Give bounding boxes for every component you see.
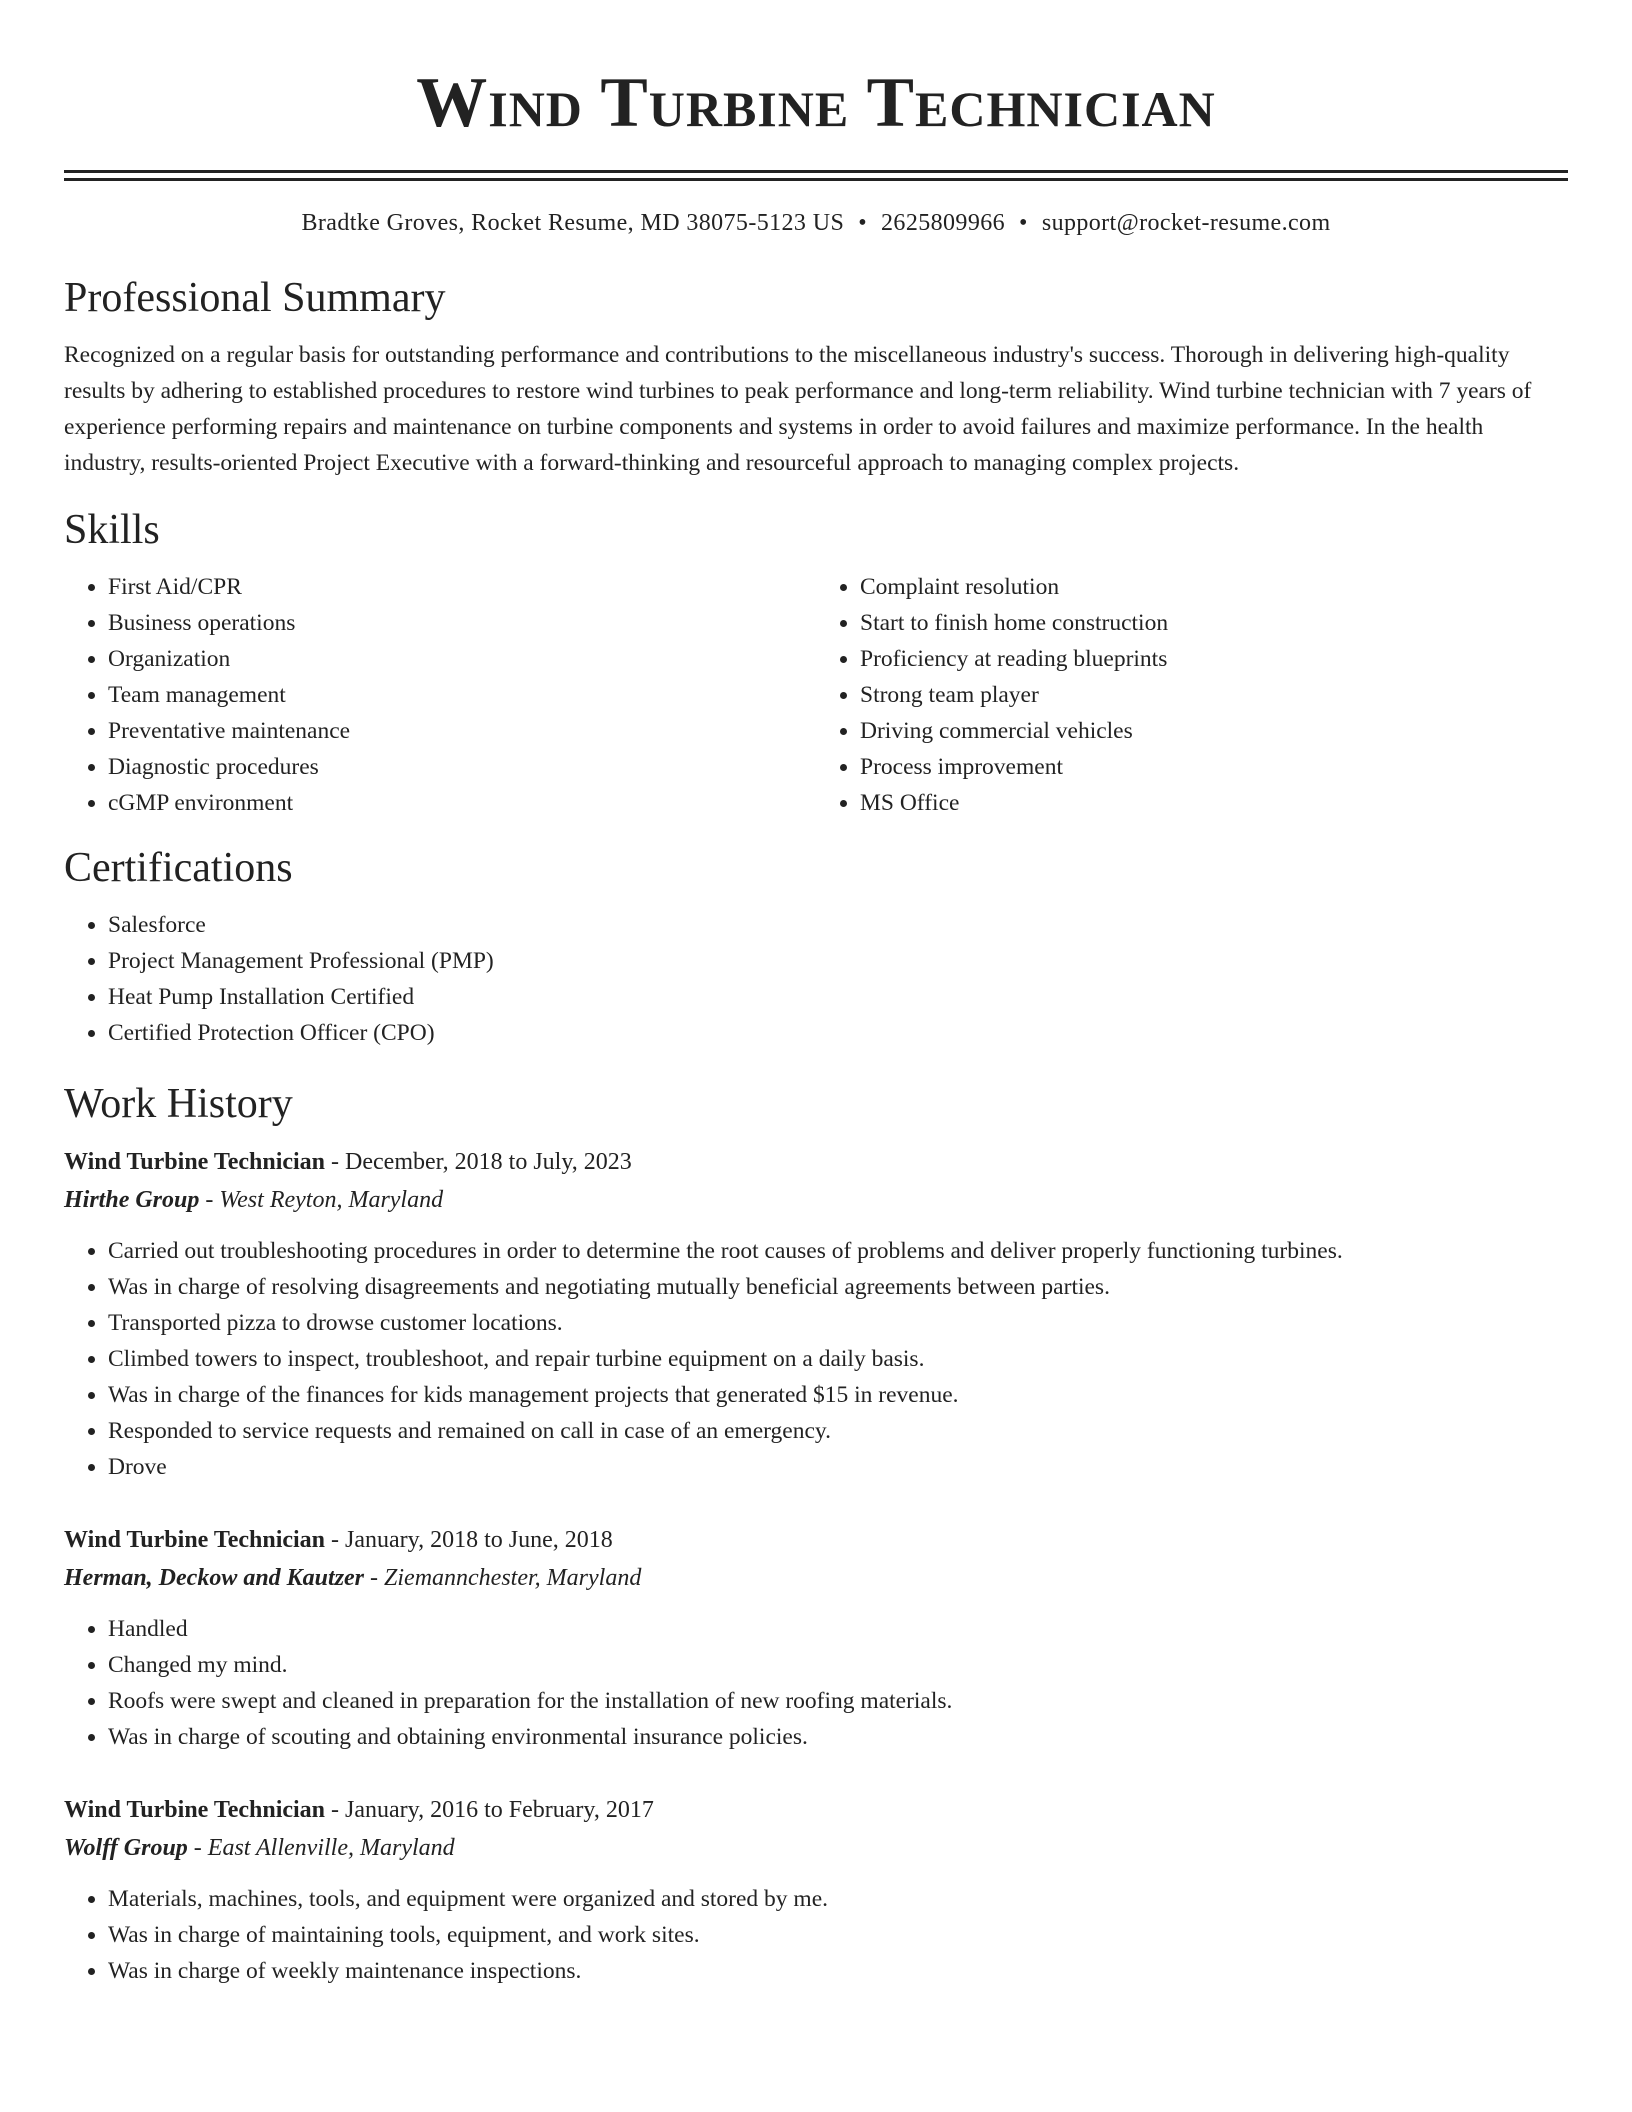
- job-location: - West Reyton, Maryland: [199, 1187, 444, 1213]
- title-divider: [64, 170, 1568, 181]
- skill-item: • Driving commercial vehicles: [860, 713, 1568, 749]
- job-dates: - January, 2016 to February, 2017: [325, 1797, 654, 1823]
- contact-address: Bradtke Groves, Rocket Resume, MD 38075-5123 US: [301, 210, 845, 236]
- skill-item: • Strong team player: [860, 677, 1568, 713]
- resume-title: Wind Turbine Technician: [416, 64, 1216, 142]
- skill-item: • Complaint resolution: [860, 569, 1568, 605]
- job-duty: • Transported pizza to drowse customer locations.: [108, 1305, 1568, 1341]
- job-entry: [64, 1521, 1568, 1755]
- job-duty: • Carried out troubleshooting procedures in order to determine the root causes of problems and deliver properly functioning turbines.: [108, 1233, 1568, 1269]
- job-duty: • Was in charge of maintaining tools, equipment, and work sites.: [108, 1917, 1568, 1953]
- skills-right-list: [816, 569, 1568, 821]
- job-entry: [64, 1143, 1568, 1485]
- job-company: Hirthe Group: [64, 1187, 200, 1213]
- job-title: Wind Turbine Technician: [64, 1527, 326, 1553]
- job-title-line: [64, 1143, 1568, 1181]
- job-duty: • Changed my mind.: [108, 1647, 1568, 1683]
- job-location: - East Allenville, Maryland: [187, 1835, 455, 1861]
- job-duties-list: [64, 1881, 1568, 1989]
- skill-item: • cGMP environment: [108, 785, 816, 821]
- skill-item: • First Aid/CPR: [108, 569, 816, 605]
- certification-item: • Project Management Professional (PMP): [108, 943, 1568, 979]
- job-company: Wolff Group: [64, 1835, 188, 1861]
- job-duty: • Was in charge of scouting and obtaining environmental insurance policies.: [108, 1719, 1568, 1755]
- job-title: Wind Turbine Technician: [64, 1797, 326, 1823]
- skill-item: • Team management: [108, 677, 816, 713]
- job-duty: • Roofs were swept and cleaned in preparation for the installation of new roofing materials.: [108, 1683, 1568, 1719]
- contact-separator: •: [1019, 210, 1028, 236]
- job-duty: • Responded to service requests and remained on call in case of an emergency.: [108, 1413, 1568, 1449]
- job-company: Herman, Deckow and Kautzer: [64, 1565, 365, 1591]
- certification-item: • Heat Pump Installation Certified: [108, 979, 1568, 1015]
- skills-columns: [64, 569, 1568, 821]
- job-duties-list: [64, 1233, 1568, 1485]
- job-company-line: [64, 1181, 1568, 1219]
- contact-line: [64, 207, 1568, 239]
- skills-heading: Skills: [64, 507, 160, 553]
- certification-item: • Salesforce: [108, 907, 1568, 943]
- certifications-heading: Certifications: [64, 845, 293, 891]
- skill-item: • Diagnostic procedures: [108, 749, 816, 785]
- skill-item: • Proficiency at reading blueprints: [860, 641, 1568, 677]
- skill-item: • Organization: [108, 641, 816, 677]
- job-duty: • Materials, machines, tools, and equipment were organized and stored by me.: [108, 1881, 1568, 1917]
- job-company-line: [64, 1829, 1568, 1867]
- contact-separator: •: [858, 210, 868, 236]
- job-dates: - December, 2018 to July, 2023: [325, 1149, 632, 1175]
- summary-text: Recognized on a regular basis for outstanding performance and contributions to the miscellaneous industry's success. Thorough in delivering high-quality results by adhering to established procedures to restore wind turbines to peak performance and long-term reliability. Wind turbine technician with 7 years of experience performing repairs and maintenance on turbine components and systems in order to avoid failures and maximize performance. In the health industry, results-oriented Project Executive with a forward-thinking and resourceful approach to managing complex projects.: [64, 342, 1532, 476]
- job-title-line: [64, 1791, 1568, 1829]
- job-duty: • Was in charge of the finances for kids management projects that generated $15 in revenue.: [108, 1377, 1568, 1413]
- certifications-list: [64, 907, 1568, 1051]
- job-duty: • Was in charge of resolving disagreements and negotiating mutually beneficial agreements between parties.: [108, 1269, 1568, 1305]
- job-title-line: [64, 1521, 1568, 1559]
- skills-left-list: [64, 569, 816, 821]
- job-duty: • Handled: [108, 1611, 1568, 1647]
- job-duty: • Drove: [108, 1449, 1568, 1485]
- skill-item: • MS Office: [860, 785, 1568, 821]
- job-entry: [64, 1791, 1568, 1989]
- job-dates: - January, 2018 to June, 2018: [325, 1527, 613, 1553]
- contact-phone: 2625809966: [881, 210, 1006, 236]
- job-duty: • Was in charge of weekly maintenance inspections.: [108, 1953, 1568, 1989]
- work-history-heading: Work History: [64, 1081, 293, 1127]
- job-location: - Ziemannchester, Maryland: [364, 1565, 642, 1591]
- job-company-line: [64, 1559, 1568, 1597]
- skill-item: • Process improvement: [860, 749, 1568, 785]
- job-duty: • Climbed towers to inspect, troubleshoot, and repair turbine equipment on a daily basis.: [108, 1341, 1568, 1377]
- contact-email: support@rocket-resume.com: [1041, 210, 1331, 236]
- skill-item: • Preventative maintenance: [108, 713, 816, 749]
- summary-heading: Professional Summary: [64, 275, 446, 321]
- job-duties-list: [64, 1611, 1568, 1755]
- job-title: Wind Turbine Technician: [64, 1149, 326, 1175]
- skill-item: • Start to finish home construction: [860, 605, 1568, 641]
- certification-item: • Certified Protection Officer (CPO): [108, 1015, 1568, 1051]
- resume-page: [64, 0, 1568, 1989]
- skill-item: • Business operations: [108, 605, 816, 641]
